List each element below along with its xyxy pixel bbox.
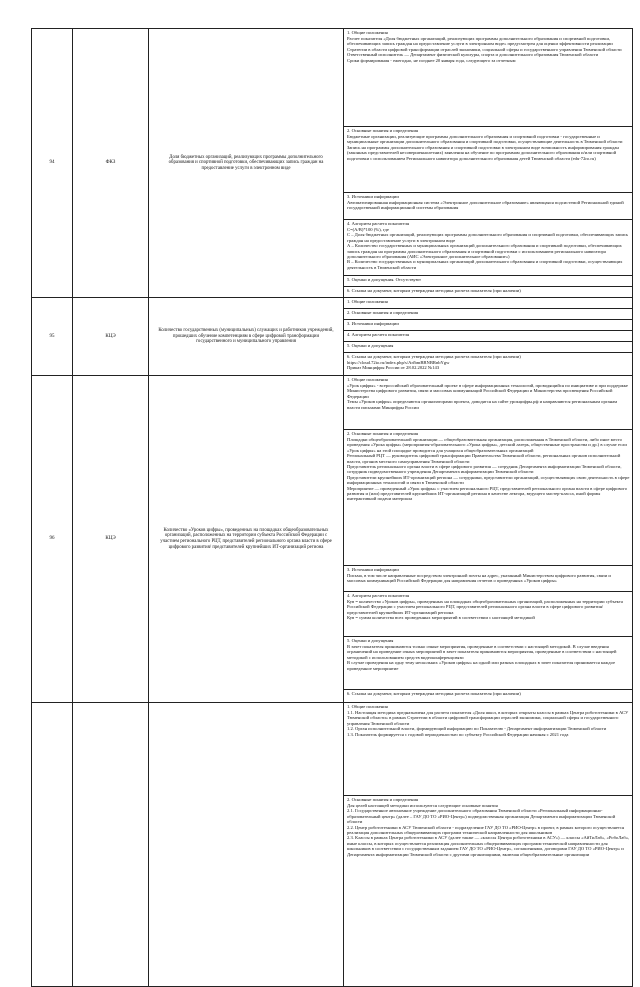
- section-title: 2. Основные понятия и определения: [347, 128, 419, 133]
- section-text: Представители крупнейших ИТ-организаций региона — сотрудники, представители организаций, осуществляющих свою деятельность в сфере информационных технологий и связи в Тюменской области: [347, 474, 630, 486]
- section-title: 1. Общие положения: [347, 377, 388, 382]
- indicator-code: КЦЭ: [73, 376, 149, 703]
- section-title: 5. Оценки и допущения: [347, 638, 394, 643]
- section-title: 6. Ссылка на документ, которым утверждена методика расчета показателя (при наличии): [347, 354, 521, 359]
- section-text: Кув = количество «Уроков цифры», проведенных на площадках общеобразовательных организаций, расположенных на территории субъекта Российской Федерации с участием регионального РЦТ, представителей регионального органа власти в сфере цифрового развития/ представителей крупнейших ИТ-организаций региона: [347, 598, 623, 615]
- indicator-name: Количество государственных (муниципальных) служащих и работников учреждений, прошедших обучение компетенциям в сфере цифровой трансформации государственного и муниципального управления: [149, 298, 344, 376]
- section-text: «Урок цифры» - всероссийский образовательный проект в сфере информационных технологий, проводящийся по инициативе и при поддержке Министерства цифрового развития, связи и массовых коммуникаций Российской Федерации и Министерства просвещения Российской Федерации: [347, 382, 628, 399]
- methodology-cell: [344, 376, 633, 703]
- row-number: 96: [32, 376, 73, 703]
- section-text: Запись на программы дополнительного образования и спортивной подготовки в электронном виде возможность информирования граждан (законных представителей несовершеннолетних) заявления на обучение по программам дополнительного образования и/или спортивной подготовки с использованием Регионального навигатора дополнительного образования детей Тюменской области (edu-72ro.ru): [347, 144, 619, 161]
- section-title: 3. Источники информации: [347, 194, 399, 199]
- section-title: 5. Оценки и допущения: [347, 343, 394, 348]
- row-number: [32, 703, 73, 987]
- section-text: Площадки общеобразовательной организации — общеобразовательная организация, расположенная в Тюменской области, либо иное место проведения «Урока цифры» (мероприятия-образовательного «Урока цифры», детский лагерь, общественные пространства и др.) в случае если «Урок цифры» на этой площадке проводится для учащихся общеобразовательных организаций: [347, 436, 627, 453]
- section-text: 2.2. Центр робототехники в АСУ Тюменской области - подразделение ГАУ ДО ТО «РИО-Центр» в проект, в рамках которого осуществляется реализация дополнительных общеразвивающих программ технической направленности для школьников: [347, 824, 625, 835]
- indicator-name: [149, 703, 344, 987]
- methodology-section: [344, 29, 632, 127]
- methodology-section: [344, 376, 632, 430]
- section-title: 1. Общие положения: [347, 299, 388, 304]
- indicator-code: ФКЗ: [73, 29, 149, 298]
- section-text: Кув = сумма количества всех проведенных мероприятий в соответствии с настоящей методикой: [347, 615, 535, 621]
- methodology-cell: [344, 298, 633, 376]
- section-title: 3. Источники информации: [347, 321, 399, 326]
- methodology-section: [344, 690, 632, 702]
- methodology-cell: [344, 29, 633, 298]
- section-text: Бюджетные организации, реализующие программы дополнительного образования и спортивной подготовки - государственные и муниципальные организации дополнительного образования и спортивной подготовки, осуществляющие деятельность в Тюменской области: [347, 133, 623, 145]
- indicator-name: Доля бюджетных организаций, реализующих программы дополнительного образования и спортивной подготовки, обеспечивающих запись граждан на предоставление услуги в электронном виде: [149, 29, 344, 298]
- section-text: Приказ Минцифры России от 28.02.2022 №143: [347, 365, 440, 371]
- indicator-name: Количество «Уроков цифры», проведенных на площадках общеобразовательных организаций, расположенных на территории субъекта Российской Федерации с участием регионального РЦТ, представителей регионального органа власти в сфере цифрового развития/ представителей крупнейших ИТ-организаций региона: [149, 376, 344, 703]
- section-title: 6. Ссылка на документ, которым утверждена методика расчета показателя (при наличии): [347, 288, 521, 293]
- section-text: Темы «Уроков цифры» определяются организаторами проекта, доводятся на сайте урокцифры.рф и направляются региональным органам власти письмами Минцифры России: [347, 399, 618, 410]
- section-title: 2. Основные понятия и определения: [347, 797, 419, 802]
- section-text: Автоматизированная информационная система «Электронное дополнительное образование» являющаяся подсистемой Региональной единой государственной информационной системы образования: [347, 199, 624, 211]
- section-text: Мероприятие — проведенный «Урок цифры» с участием регионального РЦТ, представителей регионального органа власти в сфере цифрового развития и (или) представителей крупнейших ИТ-организаций региона в качестве лектора, ведущего мастер-класса, иной формы интерактивной подачи материала: [347, 485, 628, 502]
- section-text: 1.1. Настоящая методика предназначена для расчета показателя «Доля школ, в которых открыты классы в рамках Центра робототехники в АСУ Тюменской области» в рамках Стратегии в области цифровой трансформации отраслей экономики, социальной сферы и государственного управления Тюменской области: [347, 709, 629, 726]
- section-title: 3. Источники информации: [347, 567, 399, 572]
- methodology-section: [344, 298, 632, 309]
- section-text: C=(A/B)*100 (%), где: [347, 226, 389, 232]
- section-title: 4. Алгоритм расчета показателя: [347, 332, 410, 337]
- row-number: 95: [32, 298, 73, 376]
- methodology-section: [344, 309, 632, 320]
- section-text: 1.2. Орган исполнительной власти, формирующий информацию по Показателю - Департамент информатизации Тюменской области: [347, 726, 607, 732]
- section-text: 2.3. Классы в рамках Центра робототехники в АСУ (далее также — «классы Центра робототехники в АСУ») — классы «АйТиЛаб», «РобоЛаб», иные классы, в которых осуществляется реализация дополнительных общеразвивающих программ технической направленности для школьников в соответствии с государственным заданием ГАУ ДО ТО «РИО-Центр», соглашениями, договорами ГАУ ДО ТО «РИО-Центр» и Департамента информатизации Тюменской области с другими организациями, включая общеобразовательные организации: [347, 835, 630, 857]
- indicator-code: КЦЭ: [73, 298, 149, 376]
- section-title: 2. Основные понятия и определения: [347, 310, 419, 315]
- methodology-section: [344, 566, 632, 592]
- methodology-section: [344, 220, 632, 276]
- methodology-section: [344, 127, 632, 193]
- methodology-section: [344, 430, 632, 566]
- section-text: А – Количество государственных и муниципальных организаций дополнительного образования и спортивной подготовки, обеспечивающих запись граждан на программы дополнительного образования и спортивной подготовки с использованием регионального навигатора дополнительного образования (АИС «Электронное дополнительное образование»): [347, 243, 622, 259]
- section-text: Для целей настоящей методики используются следующие основные понятия: [347, 802, 498, 808]
- methodology-section: [344, 320, 632, 331]
- methodology-section: [344, 287, 632, 297]
- section-text: 1.3. Показатель формируется с годовой периодичностью по субъекту Российской Федерации начиная с 2021 года: [347, 731, 569, 737]
- methodology-section: [344, 193, 632, 220]
- table-row: [32, 29, 633, 298]
- section-title: 4. Алгоритм расчета показателя: [347, 221, 410, 226]
- section-text: Письма, в том числе направленные посредством электронной почты на адрес, указанный Министерством цифрового развития, связи и массовых коммуникаций Российской Федерации для направления отчетов о проведенных «Уроков цифры»: [347, 572, 611, 584]
- section-text: 2.1. Государственное автономное учреждение дополнительного образования Тюменской области «Региональный информационно-образовательный центр» (далее – ГАУ ДО ТО «РИО-Центр») подведомственная организация Департамента информатизации Тюменской области: [347, 808, 616, 825]
- methodology-cell: [344, 703, 633, 987]
- section-text: В зачет показателя принимаются только очные мероприятия, проведенные в соответствии с настоящей методикой. В случае введения ограничений на проведение очных мероприятий в зачет показателя принимаются мероприятия, проведенные в соответствии с настоящей методикой с использованием средств видеоконференцсвязи: [347, 643, 617, 660]
- indicators-table: [31, 28, 633, 987]
- section-text: В – Количество государственных и муниципальных организаций дополнительного образования и спортивной подготовки, осуществляющих деятельность в Тюменской области: [347, 259, 623, 270]
- methodology-section: [344, 592, 632, 637]
- methodology-section: [344, 637, 632, 690]
- section-text: С – Доля бюджетных организаций, реализующих программы дополнительного образования и спортивной подготовки, обеспечивающих запись граждан на предоставление услуги в электронном виде: [347, 232, 629, 243]
- methodology-section: [344, 703, 632, 796]
- row-number: 94: [32, 29, 73, 298]
- table-row: [32, 703, 633, 987]
- methodology-section: [344, 353, 632, 375]
- section-text: Региональный РЦТ — руководитель цифровой трансформации Правительства Тюменской области, региональных органов исполнительной власти, органов местного самоуправления Тюменской области: [347, 453, 621, 464]
- section-title: 1. Общие положения: [347, 704, 388, 709]
- section-text: https://cloud.72to.ru/index.php/s/ArfbmBBNBRnbYgw: [347, 359, 450, 365]
- methodology-section: [344, 331, 632, 342]
- document-page: [31, 28, 630, 890]
- section-text: Сроки формирования - ежегодно, не позднее 20 января года, следующего за отчетным: [347, 57, 516, 63]
- table-row: [32, 376, 633, 703]
- methodology-section: [344, 276, 632, 287]
- section-title: 2. Основные понятия и определения: [347, 431, 419, 436]
- section-text: Ответственный исполнитель — Департамент физической культуры, спорта и дополнительного образования Тюменской области: [347, 52, 599, 58]
- section-text: В случае проведения на одну тему нескольких «Уроков цифры» на одной или разных площадках в зачет показателя принимается каждое проведенное мероприятие: [347, 660, 615, 671]
- methodology-section: [344, 342, 632, 353]
- methodology-section: [344, 796, 632, 986]
- section-text: Расчет показателя «Доля бюджетных организаций, реализующих программы дополнительного образования и спортивной подготовки, обеспечивающих запись граждан на предоставление услуги в электронном виде» предусмотрен для оценки эффективности реализации Стратегии в области цифровой трансформации отраслей экономики, социальной сферы и государственного управления Тюменской области: [347, 35, 622, 52]
- section-title: 5. Оценки и допущения. Отсутствуют: [347, 277, 422, 282]
- section-title: 6. Ссылка на документ, которым утверждена методика расчета показателя (при наличии): [347, 691, 521, 696]
- section-title: 4. Алгоритм расчета показателя: [347, 593, 410, 598]
- section-title: 1. Общие положения: [347, 30, 388, 35]
- indicator-code: [73, 703, 149, 987]
- section-text: Представитель регионального органа власти в сфере цифрового развития — сотрудник Департамента информатизации Тюменской области, сотрудник подведомственного учреждения Департамента информатизации Тюменской области: [347, 463, 622, 475]
- table-row: [32, 298, 633, 376]
